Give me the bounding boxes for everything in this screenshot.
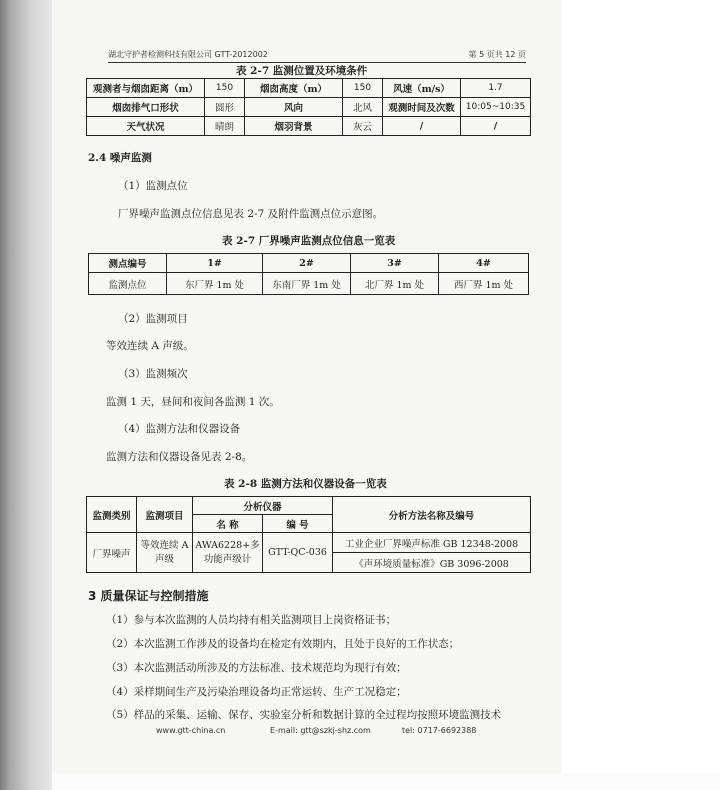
table-header-cell: 测点编号: [89, 254, 167, 273]
table-header-cell: 监测类别: [87, 497, 137, 533]
table-cell: 圆形: [205, 98, 245, 117]
list-item: （4）采样期间生产及污染治理设备均正常运转、生产工况稳定；: [106, 686, 407, 698]
table-cell: 风向: [245, 98, 343, 117]
table-row: [87, 497, 531, 515]
list-item: （5）样品的采集、运输、保存、实验室分析和数据计算的全过程均按照环境监测技术: [106, 709, 502, 721]
table-row: [89, 254, 529, 273]
table-row: [89, 273, 529, 295]
table-cell: 灰云: [343, 117, 383, 136]
paragraph: 监测方法和仪器设备见表 2-8。: [106, 451, 253, 463]
table-cell: AWA6228+多功能声级计: [193, 533, 263, 573]
table-header-cell: 监测项目: [137, 497, 193, 533]
table-header-cell: 分析仪器: [193, 497, 333, 515]
env-conditions-table: [86, 78, 531, 136]
footer-website: www.gtt-china.cn: [156, 726, 226, 735]
table-cell: 150: [343, 79, 383, 98]
table-header-cell: 名 称: [193, 515, 263, 533]
table-cell: 《声环境质量标准》GB 3096-2008: [333, 553, 531, 573]
subheading: （3）监测频次: [118, 368, 188, 380]
table-cell: 烟囱高度（m）: [245, 79, 343, 98]
methods-instruments-table: [86, 496, 531, 573]
table-row: [87, 79, 531, 98]
table-2-7-points-caption: 表 2-7 厂界噪声监测点位信息一览表: [222, 235, 396, 247]
footer-email: E-mail: gtt@szkj-shz.com: [270, 726, 371, 735]
table-cell: 烟羽背景: [245, 117, 343, 136]
table-2-8-caption: 表 2-8 监测方法和仪器设备一览表: [224, 478, 387, 490]
section-3-title: 3 质量保证与控制措施: [88, 589, 209, 603]
table-cell: /: [383, 117, 461, 136]
table-row: [87, 533, 531, 553]
list-item: （2）本次监测工作涉及的设备均在检定有效期内，且处于良好的工作状态；: [106, 638, 460, 650]
table-cell: 东厂界 1m 处: [167, 273, 263, 295]
table-header-cell: 4#: [439, 254, 529, 273]
table-cell: 烟囱排气口形状: [87, 98, 205, 117]
table-header-cell: 2#: [263, 254, 351, 273]
paragraph: 监测 1 天，昼间和夜间各监测 1 次。: [106, 396, 280, 408]
subheading: （1）监测点位: [118, 180, 188, 192]
table-cell: 晴朗: [205, 117, 245, 136]
header-page-number: 第 5 页共 12 页: [468, 50, 526, 59]
table-header-cell: 分析方法名称及编号: [333, 497, 531, 533]
table-cell: 北厂界 1m 处: [351, 273, 439, 295]
noise-points-table: [88, 253, 529, 295]
table-header-cell: 1#: [167, 254, 263, 273]
section-2-4-title: 2.4 噪声监测: [88, 152, 152, 164]
list-item: （3）本次监测活动所涉及的方法标准、技术规范均为现行有效；: [106, 662, 407, 674]
table-header-cell: 编 号: [263, 515, 333, 533]
table-cell: 北风: [343, 98, 383, 117]
table-cell: 天气状况: [87, 117, 205, 136]
table-cell: 监测点位: [89, 273, 167, 295]
table-cell: 东南厂界 1m 处: [263, 273, 351, 295]
table-cell: /: [461, 117, 531, 136]
table-cell: 1.7: [461, 79, 531, 98]
subheading: （4）监测方法和仪器设备: [118, 423, 241, 435]
table-header-cell: 3#: [351, 254, 439, 273]
table-cell: GTT-QC-036: [263, 533, 333, 573]
scan-shadow-left: [0, 0, 52, 790]
subheading: （2）监测项目: [118, 313, 188, 325]
table-cell: 工业企业厂界噪声标准 GB 12348-2008: [333, 533, 531, 553]
paragraph: 等效连续 A 声级。: [106, 340, 194, 352]
list-item: （1）参与本次监测的人员均持有相关监测项目上岗资格证书；: [106, 614, 397, 626]
table-cell: 风速（m/s）: [383, 79, 461, 98]
table-cell: 等效连续 A 声级: [137, 533, 193, 573]
table-cell: 10:05~10:35: [461, 98, 531, 117]
page-header: [108, 47, 526, 61]
table-row: [87, 117, 531, 136]
scan-margin-right: [562, 0, 720, 774]
table-cell: 西厂界 1m 处: [439, 273, 529, 295]
table-2-7-env-caption: 表 2-7 监测位置及环境条件: [236, 65, 368, 77]
paragraph: 厂界噪声监测点位信息见表 2-7 及附件监测点位示意图。: [118, 208, 384, 220]
table-row: [87, 98, 531, 117]
scan-margin-bottom: [52, 774, 720, 790]
table-cell: 观测者与烟囱距离（m）: [87, 79, 205, 98]
footer-tel: tel: 0717-6692388: [402, 726, 477, 735]
header-company: 湖北守护者检测科技有限公司 GTT-2012002: [108, 50, 268, 59]
table-cell: 150: [205, 79, 245, 98]
table-cell: 观测时间及次数: [383, 98, 461, 117]
table-cell: 厂界噪声: [87, 533, 137, 573]
